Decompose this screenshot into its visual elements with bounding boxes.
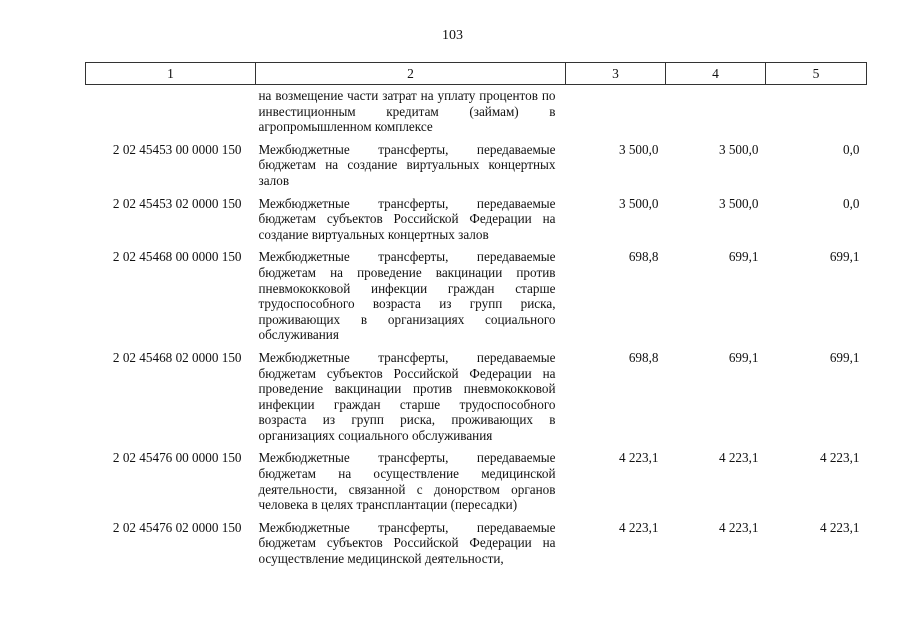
header-row — [86, 63, 867, 85]
value-col-4: 4 223,1 — [718, 519, 759, 535]
value-col-4: 3 500,0 — [718, 195, 759, 211]
column-header-5: 5 — [766, 63, 867, 85]
budget-code: 2 02 45453 02 0000 150 — [112, 195, 242, 211]
page-number: 103 — [442, 28, 463, 43]
value-col-3: 4 223,1 — [618, 450, 659, 466]
value-col-5: 0,0 — [843, 195, 860, 211]
value-col-4: 3 500,0 — [718, 141, 759, 157]
row-description: Межбюджетные трансферты, передаваемые бюджетам субъектов Российской Федерации на проведение вакцинации против пневмококковой инфекции граждан старше трудоспособного возраста из групп риска, проживающих в организациях социального обслуживания — [258, 349, 556, 443]
code-cell-empty — [86, 85, 256, 135]
value-col-4: 4 223,1 — [718, 450, 759, 466]
budget-code: 2 02 45468 02 0000 150 — [112, 349, 242, 365]
value-col-4: 699,1 — [728, 349, 759, 365]
budget-code: 2 02 45476 00 0000 150 — [112, 450, 242, 466]
value-col-3: 4 223,1 — [618, 519, 659, 535]
value-col-3: 3 500,0 — [618, 195, 659, 211]
row-description: Межбюджетные трансферты, передаваемые бюджетам на проведение вакцинации против пневмококковой инфекции граждан старше трудоспособного возраста из групп риска, проживающих в организациях социального обслуживания — [258, 249, 556, 343]
value-col-3: 3 500,0 — [618, 141, 659, 157]
budget-code: 2 02 45468 00 0000 150 — [112, 249, 242, 265]
table-row — [86, 142, 867, 189]
continuation-description: на возмещение части затрат на уплату процентов по инвестиционным кредитам (займам) в агропромышленном комплексе — [258, 88, 556, 135]
value-col-4: 699,1 — [728, 249, 759, 265]
continuation-row — [86, 85, 867, 135]
budget-code: 2 02 45476 02 0000 150 — [112, 519, 242, 535]
column-header-4: 4 — [666, 63, 766, 85]
table-row — [86, 350, 867, 444]
value-col-5: 699,1 — [829, 249, 860, 265]
row-description: Межбюджетные трансферты, передаваемые бюджетам субъектов Российской Федерации на создание виртуальных концертных залов — [258, 195, 556, 242]
column-header-2: 2 — [256, 63, 566, 85]
value-col-5: 699,1 — [829, 349, 860, 365]
column-header-3: 3 — [566, 63, 666, 85]
budget-code: 2 02 45453 00 0000 150 — [112, 141, 242, 157]
column-header-1: 1 — [86, 63, 256, 85]
table-row — [86, 249, 867, 343]
value-col-5: 4 223,1 — [819, 519, 860, 535]
table-row — [86, 450, 867, 512]
value-col-5: 4 223,1 — [819, 450, 860, 466]
row-description: Межбюджетные трансферты, передаваемые бюджетам на осуществление медицинской деятельности, связанной с донорством органов человека в целях трансплантации (пересадки) — [258, 450, 556, 513]
table-row — [86, 196, 867, 243]
value-col-3: 698,8 — [628, 349, 659, 365]
row-description: Межбюджетные трансферты, передаваемые бюджетам на создание виртуальных концертных залов — [258, 141, 556, 188]
row-description: Межбюджетные трансферты, передаваемые бюджетам субъектов Российской Федерации на осуществление медицинской деятельности, — [258, 519, 556, 567]
value-col-3: 698,8 — [628, 249, 659, 265]
budget-table — [85, 62, 867, 567]
table-row — [86, 520, 867, 567]
value-col-5: 0,0 — [843, 141, 860, 157]
